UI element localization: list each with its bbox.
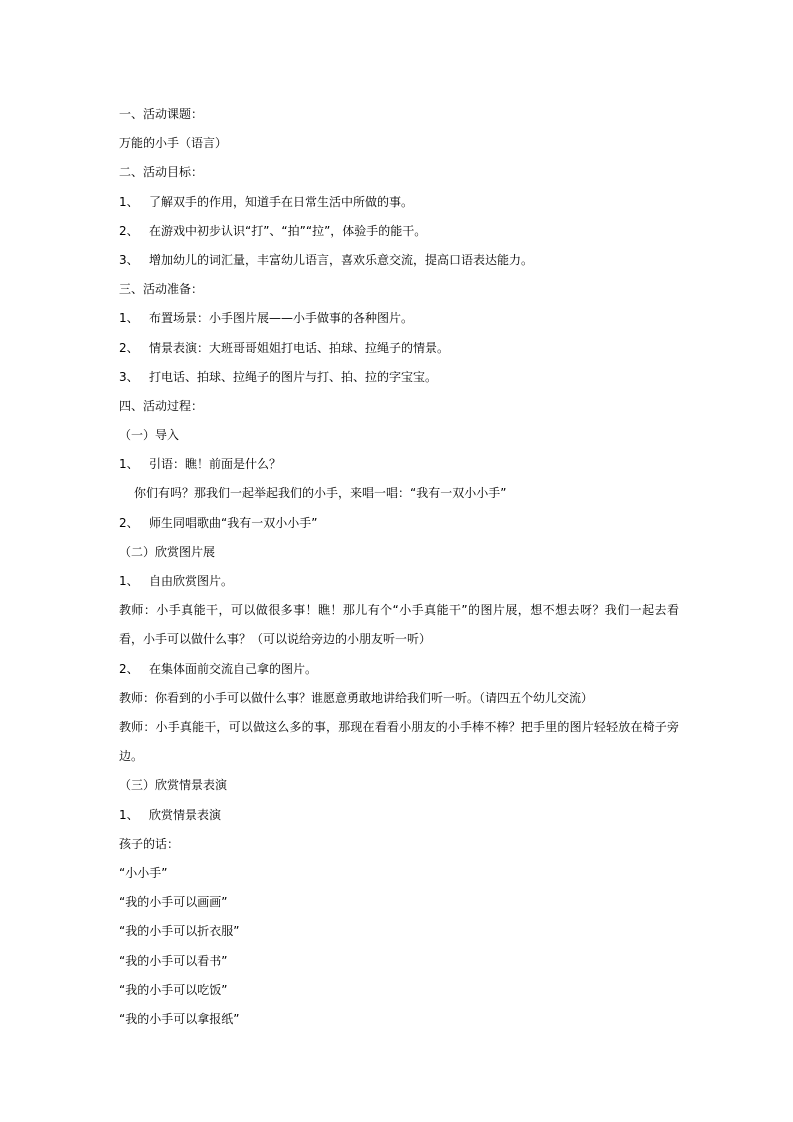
list-number: 2、 bbox=[119, 223, 139, 238]
list-item bbox=[119, 334, 679, 363]
list-item bbox=[119, 567, 679, 596]
list-number: 1、 bbox=[119, 194, 139, 209]
paragraph bbox=[119, 684, 679, 713]
quote-line bbox=[119, 947, 679, 976]
quote-text: “我的小手可以拿报纸” bbox=[119, 1011, 240, 1026]
subheading-text: （二）欣赏图片展 bbox=[119, 544, 216, 559]
list-item-text: 自由欣赏图片。 bbox=[149, 574, 234, 588]
list-number: 3、 bbox=[119, 369, 139, 384]
list-number: 1、 bbox=[119, 574, 139, 588]
subheading-text: （一）导入 bbox=[119, 428, 180, 443]
list-item bbox=[119, 304, 679, 333]
list-item-text: 打电话、拍球、拉绳子的图片与打、拍、拉的字宝宝。 bbox=[149, 369, 438, 384]
quote-text: “我的小手可以折衣服” bbox=[119, 924, 240, 939]
list-item bbox=[119, 450, 679, 479]
subheading-performance bbox=[119, 771, 679, 800]
list-item-text: 师生同唱歌曲“我有一双小小手” bbox=[149, 515, 318, 530]
heading-text: 一、活动课题： bbox=[119, 107, 204, 121]
list-item bbox=[119, 188, 679, 217]
paragraph bbox=[119, 129, 679, 158]
list-number: 3、 bbox=[119, 252, 139, 267]
paragraph-text: 你们有吗？那我们一起举起我们的小手，来唱一唱：“我有一双小小手” bbox=[134, 486, 507, 501]
list-number: 1、 bbox=[119, 457, 139, 472]
subheading-pictures bbox=[119, 538, 679, 567]
list-item-text: 引语：瞧！前面是什么？ bbox=[149, 457, 282, 472]
list-number: 1、 bbox=[119, 807, 139, 822]
paragraph bbox=[119, 830, 679, 859]
list-item bbox=[119, 655, 679, 684]
list-item-text: 了解双手的作用，知道手在日常生活中所做的事。 bbox=[149, 194, 414, 209]
heading-process bbox=[119, 392, 679, 421]
paragraph-text: 万能的小手（语言） bbox=[119, 136, 228, 151]
list-number: 2、 bbox=[119, 515, 139, 530]
quote-text: “我的小手可以看书” bbox=[119, 953, 228, 968]
list-item-text: 情景表演：大班哥哥姐姐打电话、拍球、拉绳子的情景。 bbox=[149, 340, 450, 355]
subheading-intro bbox=[119, 421, 679, 450]
quote-line bbox=[119, 859, 679, 888]
list-number: 2、 bbox=[119, 340, 139, 355]
subheading-text: （三）欣赏情景表演 bbox=[119, 778, 228, 793]
list-item-text: 欣赏情景表演 bbox=[149, 807, 222, 822]
quote-text: “我的小手可以画画” bbox=[119, 895, 228, 910]
paragraph bbox=[119, 596, 679, 654]
paragraph-text: 教师：你看到的小手可以做什么事？谁愿意勇敢地讲给我们听一听。（请四五个幼儿交流） bbox=[119, 690, 594, 705]
heading-text: 三、活动准备： bbox=[119, 282, 204, 297]
quote-line bbox=[119, 888, 679, 917]
heading-text: 二、活动目标： bbox=[119, 165, 204, 180]
heading-preparation bbox=[119, 275, 679, 304]
document-body bbox=[119, 100, 679, 1034]
paragraph-text: 教师：小手真能干，可以做这么多的事，那现在看看小朋友的小手棒不棒？把手里的图片轻轻放在椅子旁边。 bbox=[119, 719, 679, 764]
list-item bbox=[119, 217, 679, 246]
list-item bbox=[119, 801, 679, 830]
paragraph bbox=[119, 479, 679, 508]
heading-text: 四、活动过程： bbox=[119, 398, 204, 413]
list-number: 2、 bbox=[119, 661, 139, 676]
paragraph bbox=[119, 713, 679, 771]
quote-line bbox=[119, 1005, 679, 1034]
list-item bbox=[119, 363, 679, 392]
list-item bbox=[119, 246, 679, 275]
list-item bbox=[119, 509, 679, 538]
paragraph-text: 教师：小手真能干，可以做很多事！瞧！那儿有个“小手真能干”的图片展，想不想去呀？我们一起去看看，小手可以做什么事？（可以说给旁边的小朋友听一听） bbox=[119, 603, 679, 647]
heading-topic bbox=[119, 100, 679, 129]
paragraph-text: 孩子的话： bbox=[119, 836, 180, 851]
list-item-text: 在集体面前交流自己拿的图片。 bbox=[149, 661, 318, 676]
quote-text: “我的小手可以吃饭” bbox=[119, 982, 228, 997]
list-item-text: 布置场景：小手图片展——小手做事的各种图片。 bbox=[149, 311, 414, 326]
quote-line bbox=[119, 917, 679, 946]
list-number: 1、 bbox=[119, 311, 139, 326]
list-item-text: 在游戏中初步认识“打”、“拍”“拉”，体验手的能干。 bbox=[149, 223, 427, 238]
quote-line bbox=[119, 976, 679, 1005]
heading-goals bbox=[119, 158, 679, 187]
quote-text: “小小手” bbox=[119, 865, 168, 880]
list-item-text: 增加幼儿的词汇量，丰富幼儿语言，喜欢乐意交流，提高口语表达能力。 bbox=[149, 252, 534, 267]
